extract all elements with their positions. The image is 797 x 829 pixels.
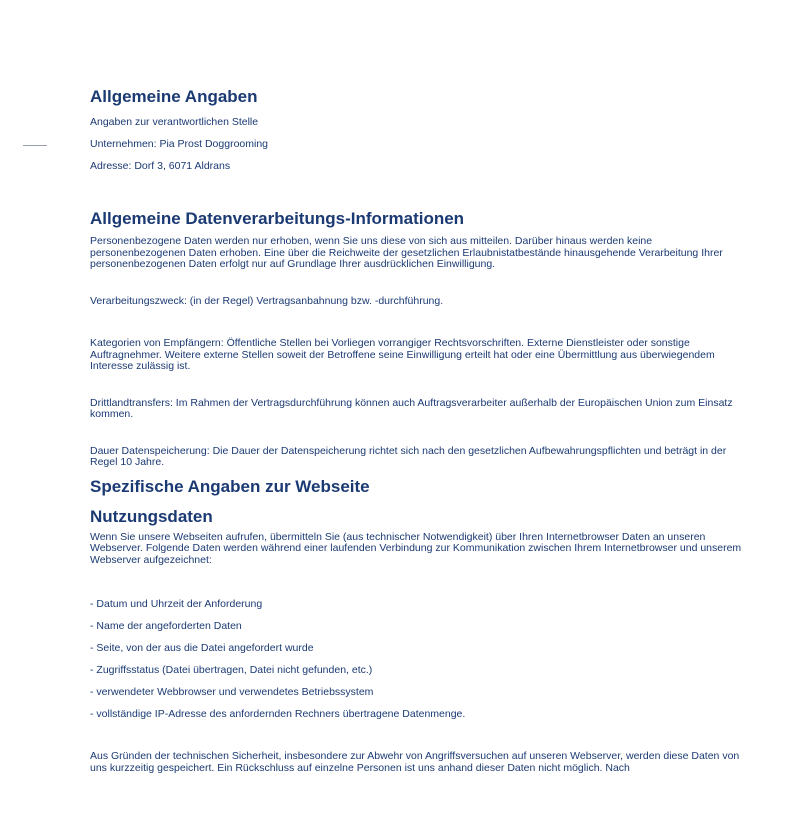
usage-security-note: Aus Gründen der technischen Sicherheit, insbesondere zur Abwehr von Angriffsversuchen auf unseren Webserver, werden diese Daten von uns kurzzeitig gespeichert. Ein Rückschluss auf einzelne Personen ist uns anhand dieser Daten nicht möglich. Nach bbox=[90, 750, 740, 774]
general-line-controller: Angaben zur verantwortlichen Stelle bbox=[90, 116, 259, 128]
privacy-content bbox=[90, 86, 750, 774]
processing-purpose: Verarbeitungszweck: (in der Regel) Vertragsanbahnung bzw. -durchführung. bbox=[90, 294, 444, 307]
general-line-company: Unternehmen: Pia Prost Doggrooming bbox=[90, 138, 269, 150]
usage-item: - Name der angeforderten Daten bbox=[90, 620, 242, 632]
usage-item: - Datum und Uhrzeit der Anforderung bbox=[90, 598, 263, 610]
usage-item: - verwendeter Webbrowser und verwendetes Betriebssystem bbox=[90, 686, 374, 698]
usage-item: - Seite, von der aus die Datei angefordert wurde bbox=[90, 642, 314, 654]
processing-paragraph-1: Personenbezogene Daten werden nur erhoben, wenn Sie uns diese von sich aus mitteilen. Darüber hinaus werden keine personenbezogenen Daten erhoben. Eine über die Reichweite der gesetzlichen Erlaubnistatbestände hinausgehende Verarbeitung Ihrer personenbezogenen Daten erfolgt nur auf Grundlage Ihrer ausdrücklichen Einwilligung. bbox=[90, 235, 723, 270]
heading-processing: Allgemeine Datenverarbeitungs-Informationen bbox=[90, 209, 465, 228]
side-divider bbox=[23, 145, 47, 146]
heading-general: Allgemeine Angaben bbox=[90, 87, 258, 106]
heading-website: Spezifische Angaben zur Webseite bbox=[90, 476, 370, 496]
usage-intro: Wenn Sie unsere Webseiten aufrufen, übermitteln Sie (aus technischer Notwendigkeit) über Ihren Internetbrowser Daten an unseren Webserver. Folgende Daten werden während einer laufenden Verbindung zur Kommunikation zwischen Ihrem Internetbrowser und unserem Webserver aufgezeichnet: bbox=[90, 530, 742, 566]
heading-usage: Nutzungsdaten bbox=[90, 506, 213, 526]
processing-recipients: Kategorien von Empfängern: Öffentliche Stellen bei Vorliegen vorrangiger Rechtsvorschriften. Externe Dienstleister oder sonstige Auftragnehmer. Weitere externe Stellen soweit der Betroffene seine Einwilligung erteilt hat oder eine Übermittlung aus überwiegendem Interesse zulässig ist. bbox=[90, 337, 715, 372]
processing-third-country: Drittlandtransfers: Im Rahmen der Vertragsdurchführung können auch Auftragsverarbeiter außerhalb der Europäischen Union zum Einsatz kommen. bbox=[90, 396, 733, 420]
processing-retention: Dauer Datenspeicherung: Die Dauer der Datenspeicherung richtet sich nach den gesetzlichen Aufbewahrungspflichten und beträgt in der Regel 10 Jahre. bbox=[90, 444, 727, 468]
general-line-address: Adresse: Dorf 3, 6071 Aldrans bbox=[90, 160, 231, 172]
usage-item: - Zugriffsstatus (Datei übertragen, Datei nicht gefunden, etc.) bbox=[90, 664, 373, 676]
usage-item: - vollständige IP-Adresse des anfordernden Rechners übertragene Datenmenge. bbox=[90, 708, 466, 720]
